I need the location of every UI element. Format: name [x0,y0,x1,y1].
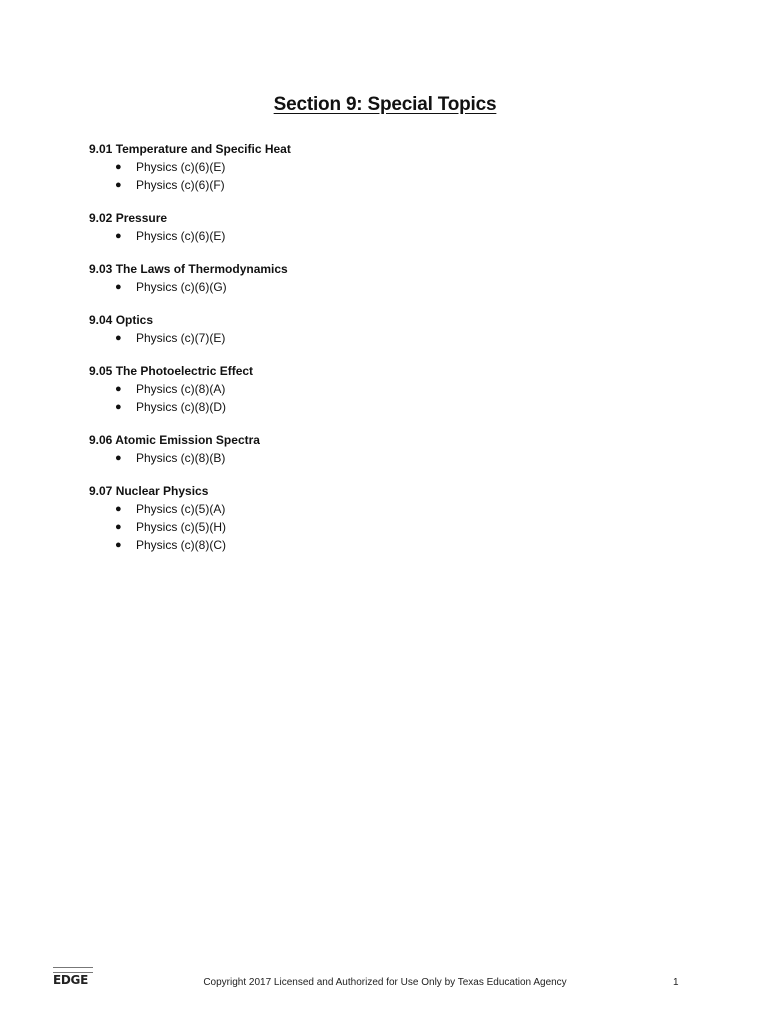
standard-item [89,278,689,296]
section-block [89,432,689,467]
copyright-text: Copyright 2017 Licensed and Authorized for Use Only by Texas Education Agency [203,977,567,988]
standard-label: Physics (c)(8)(A) [136,382,226,396]
standard-label: Physics (c)(6)(F) [136,178,225,192]
bullet-icon: ● [115,161,122,173]
bullet-icon: ● [115,383,122,395]
section-heading: 9.05 The Photoelectric Effect [89,364,254,378]
standard-label: Physics (c)(5)(H) [136,520,226,534]
bullet-icon: ● [115,539,122,551]
standard-label: Physics (c)(6)(E) [136,160,226,174]
standard-label: Physics (c)(8)(C) [136,538,226,552]
section-heading: 9.04 Optics [89,313,154,327]
standards-list [89,158,689,194]
section-block [89,483,689,554]
page-title: Section 9: Special Topics [273,94,497,115]
bullet-icon: ● [115,281,122,293]
standard-item [89,536,689,554]
standards-list [89,449,689,467]
bullet-icon: ● [115,452,122,464]
standard-item [89,398,689,416]
standard-label: Physics (c)(8)(D) [136,400,226,414]
standard-label: Physics (c)(8)(B) [136,451,226,465]
standard-item [89,449,689,467]
standard-item [89,500,689,518]
section-block [89,210,689,245]
bullet-icon: ● [115,332,122,344]
section-heading: 9.06 Atomic Emission Spectra [89,433,260,447]
section-heading: 9.02 Pressure [89,211,168,225]
standards-list [89,278,689,296]
standards-list [89,329,689,347]
page-number: 1 [673,977,679,988]
bullet-icon: ● [115,401,122,413]
bullet-icon: ● [115,521,122,533]
standard-item [89,518,689,536]
standards-list [89,500,689,554]
standard-item [89,158,689,176]
bullet-icon: ● [115,179,122,191]
standard-label: Physics (c)(6)(E) [136,229,226,243]
section-block [89,312,689,347]
section-heading: 9.03 The Laws of Thermodynamics [89,262,288,276]
standard-item [89,329,689,347]
bullet-icon: ● [115,503,122,515]
footer-copyright [0,977,770,988]
standard-item [89,227,689,245]
section-block [89,261,689,296]
standards-list [89,227,689,245]
section-list [89,141,689,570]
standard-label: Physics (c)(7)(E) [136,331,226,345]
standard-item [89,380,689,398]
logo-wordmark: EDGE [53,973,89,987]
standard-item [89,176,689,194]
section-heading: 9.07 Nuclear Physics [89,484,209,498]
standard-label: Physics (c)(6)(G) [136,280,227,294]
standard-label: Physics (c)(5)(A) [136,502,226,516]
section-heading: 9.01 Temperature and Specific Heat [89,142,291,156]
section-block [89,363,689,416]
bullet-icon: ● [115,230,122,242]
section-block [89,141,689,194]
standards-list [89,380,689,416]
